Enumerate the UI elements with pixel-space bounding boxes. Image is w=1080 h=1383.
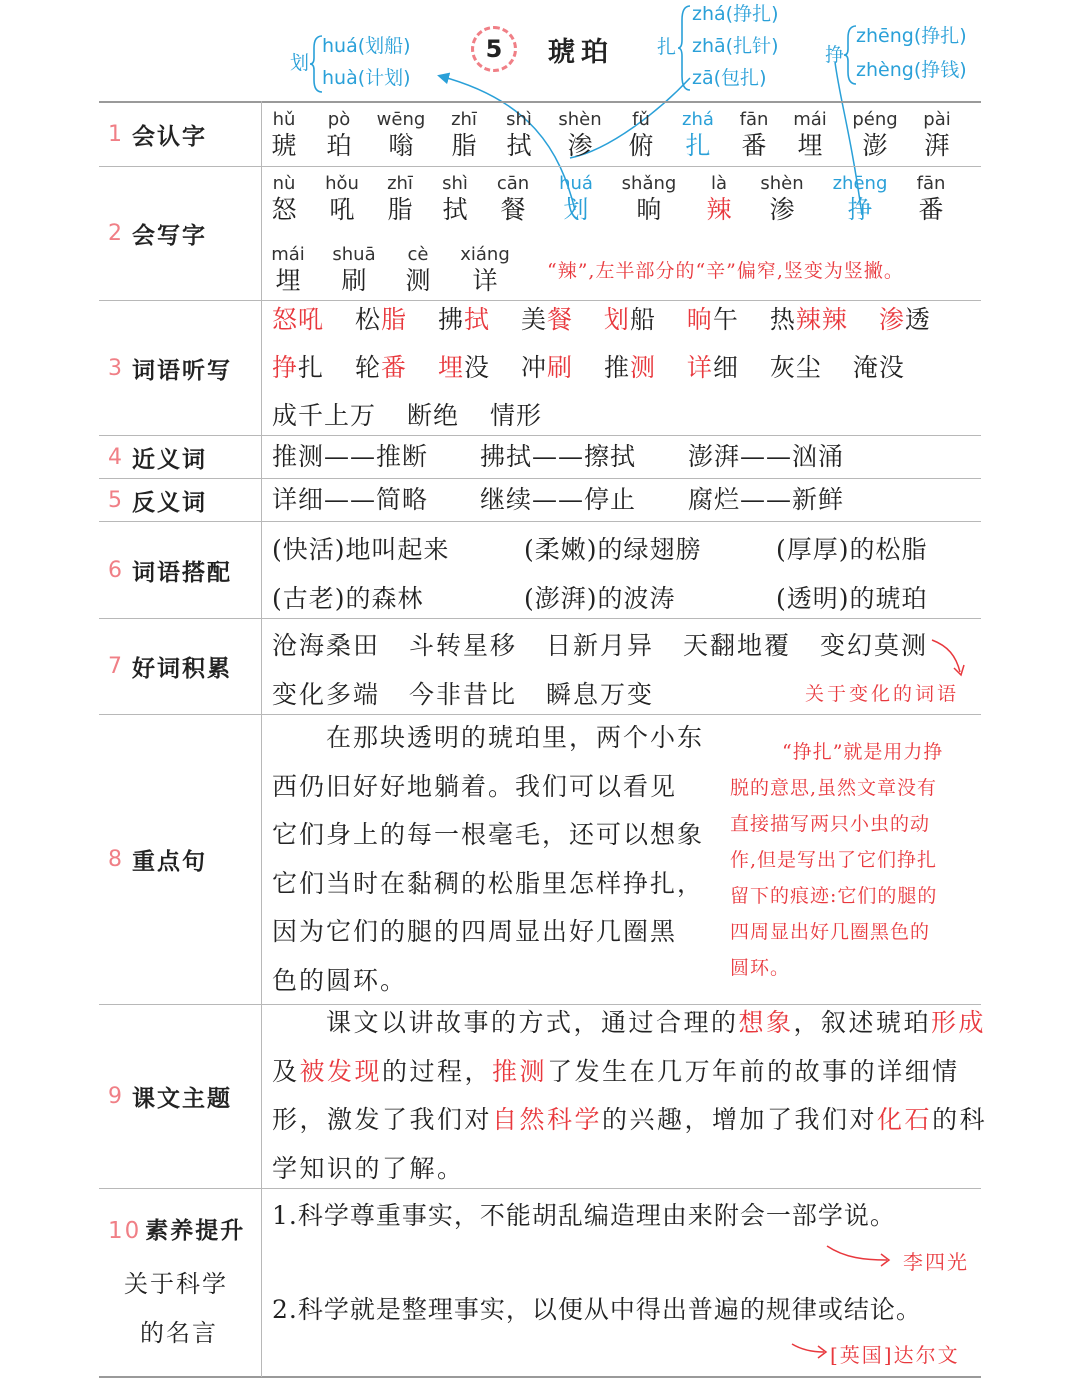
good-word: 变化多端: [272, 680, 381, 709]
lesson-number-badge: 5: [471, 26, 517, 72]
poly-zha-reading-1: zhá(挣扎): [692, 3, 779, 25]
char-cell: pò 珀: [326, 109, 352, 160]
char-cell-highlight: là 辣: [706, 173, 732, 224]
theme-text: 课文以讲故事的方式，通过合理的想象，叙述琥珀形成 及被发现的过程，推测了发生在几万年前的故事的详细情 形，激发了我们对自然科学的兴趣，增加了我们对化石的科 学知识的了解。: [272, 1008, 988, 1183]
good-word: 瞬息万变: [546, 680, 655, 709]
char-cell-highlight: zhēng 挣: [832, 173, 888, 224]
char-cell-highlight: zhá 扎: [682, 109, 714, 160]
quote-2-author: [英国]达尔文: [830, 1343, 960, 1367]
char-cell: shèn 渗: [760, 173, 804, 224]
char-cell: xiáng 详: [460, 244, 510, 295]
char-cell: zhī 脂: [451, 109, 477, 160]
collocation: (厚厚)的松脂: [776, 535, 928, 564]
collocation: (透明)的琥珀: [776, 584, 928, 613]
poly-zha-char: 扎: [657, 36, 677, 58]
char-cell: fǔ 俯: [628, 109, 654, 160]
synonyms: 推测——推断 拂拭——擦拭 澎湃——汹涌: [272, 442, 845, 471]
good-word: 斗转星移: [409, 631, 518, 660]
char-cell: hǒu 吼: [325, 173, 359, 224]
section-label-3: 3 词语听写: [108, 355, 232, 384]
collocation: (古老)的森林: [272, 584, 424, 613]
poly-zha-reading-3: zā(包扎): [692, 67, 767, 89]
char-cell: mái 埋: [271, 244, 305, 295]
char-cell: shì 拭: [442, 173, 468, 224]
lesson-title: 琥珀: [548, 37, 614, 68]
poly-hua-reading-2: huà(计划): [322, 67, 411, 89]
good-words-note: 关于变化的词语: [805, 683, 960, 705]
dictation-row-1: 怒吼 松脂 拂拭 美餐 划船 晌午 热辣辣 渗透: [272, 305, 931, 334]
section-label-5: 5 反义词: [108, 487, 207, 516]
section-label-9: 9 课文主题: [108, 1084, 232, 1112]
section-10-sub-1: 关于科学: [124, 1270, 228, 1298]
section-label-10: 10 素养提升: [108, 1218, 246, 1244]
key-sentence-note: “挣扎”就是用力挣 脱的意思,虽然文章没有 直接描写两只小虫的动 作,但是写出了它们挣扎 留下的痕迹:它们的腿的 四周显出好几圈黑色的 圆环。: [730, 741, 944, 979]
quote-1-author: 李四光: [903, 1250, 969, 1274]
good-word: 沧海桑田: [272, 631, 381, 660]
collocation: (澎湃)的波涛: [524, 584, 676, 613]
section-label-2: 2 会写字: [108, 221, 207, 249]
good-word: 变幻莫测: [820, 631, 929, 660]
char-cell: cān 餐: [496, 173, 530, 224]
char-cell: zhī 脂: [387, 173, 413, 224]
char-cell: shèn 渗: [558, 109, 602, 160]
char-cell: hǔ 琥: [271, 109, 297, 160]
char-cell: pài 湃: [923, 109, 951, 160]
section-label-7: 7 好词积累: [108, 654, 232, 682]
antonyms: 详细——简略 继续——停止 腐烂——新鲜: [272, 485, 845, 514]
char-cell: péng 澎: [852, 109, 898, 160]
poly-zha-reading-2: zhā(扎针): [692, 35, 779, 57]
key-sentence-text: 在那块透明的琥珀里，两个小东 西仍旧好好地躺着。我们可以看见 它们身上的每一根毫毛，还可以想象 它们当时在黏稠的松脂里怎样挣扎， 因为它们的腿的四周显出好几圈黑 色的圆环。: [272, 723, 705, 995]
quote-arrow-icon: [790, 1338, 830, 1362]
good-word: 天翻地覆: [683, 631, 792, 660]
char-cell: fān 番: [916, 173, 946, 224]
section-label-8: 8 重点句: [108, 847, 207, 875]
quote-2: 2.科学就是整理事实，以便从中得出普遍的规律或结论。: [272, 1295, 922, 1324]
section-label-1: 1 会认字: [108, 121, 207, 150]
write-note: “辣”,左半部分的“辛”偏窄,竖变为竖撇。: [547, 260, 904, 282]
quote-1: 1.科学尊重事实，不能胡乱编造理由来附会一部学说。: [272, 1201, 896, 1230]
char-cell: fān 番: [739, 109, 769, 160]
section-10-sub-2: 的名言: [140, 1319, 218, 1347]
collocation: (快活)地叫起来: [272, 535, 450, 564]
dictation-row-2: 挣扎 轮番 埋没 冲刷 推测 详细 灰尘 淹没: [272, 353, 905, 382]
char-cell: shuā 刷: [332, 244, 376, 295]
dictation-row-3: 成千上万 断绝 情形: [272, 401, 542, 430]
char-cell: shì 拭: [506, 109, 532, 160]
collocation: (柔嫩)的绿翅膀: [524, 535, 702, 564]
char-cell: mái 埋: [793, 109, 827, 160]
note-arrow-icon: [930, 636, 970, 678]
char-cell: nù 怒: [271, 173, 297, 224]
char-cell-highlight: huá 划: [559, 173, 593, 224]
poly-zheng-char: 挣: [825, 44, 845, 66]
good-word: 今非昔比: [409, 680, 518, 709]
quote-arrow-icon: [825, 1242, 895, 1270]
poly-hua-char: 划: [290, 52, 310, 74]
char-cell: cè 测: [405, 244, 431, 295]
rule: [99, 1376, 981, 1378]
poly-zheng-reading-2: zhèng(挣钱): [856, 59, 967, 81]
section-label-6: 6 词语搭配: [108, 557, 232, 586]
poly-hua-reading-1: huá(划船): [322, 35, 411, 57]
good-word: 日新月异: [546, 631, 655, 660]
char-cell: wēng 嗡: [376, 109, 426, 160]
char-cell: shǎng 晌: [621, 173, 677, 224]
section-label-4: 4 近义词: [108, 444, 207, 473]
poly-zheng-reading-1: zhēng(挣扎): [856, 25, 967, 47]
